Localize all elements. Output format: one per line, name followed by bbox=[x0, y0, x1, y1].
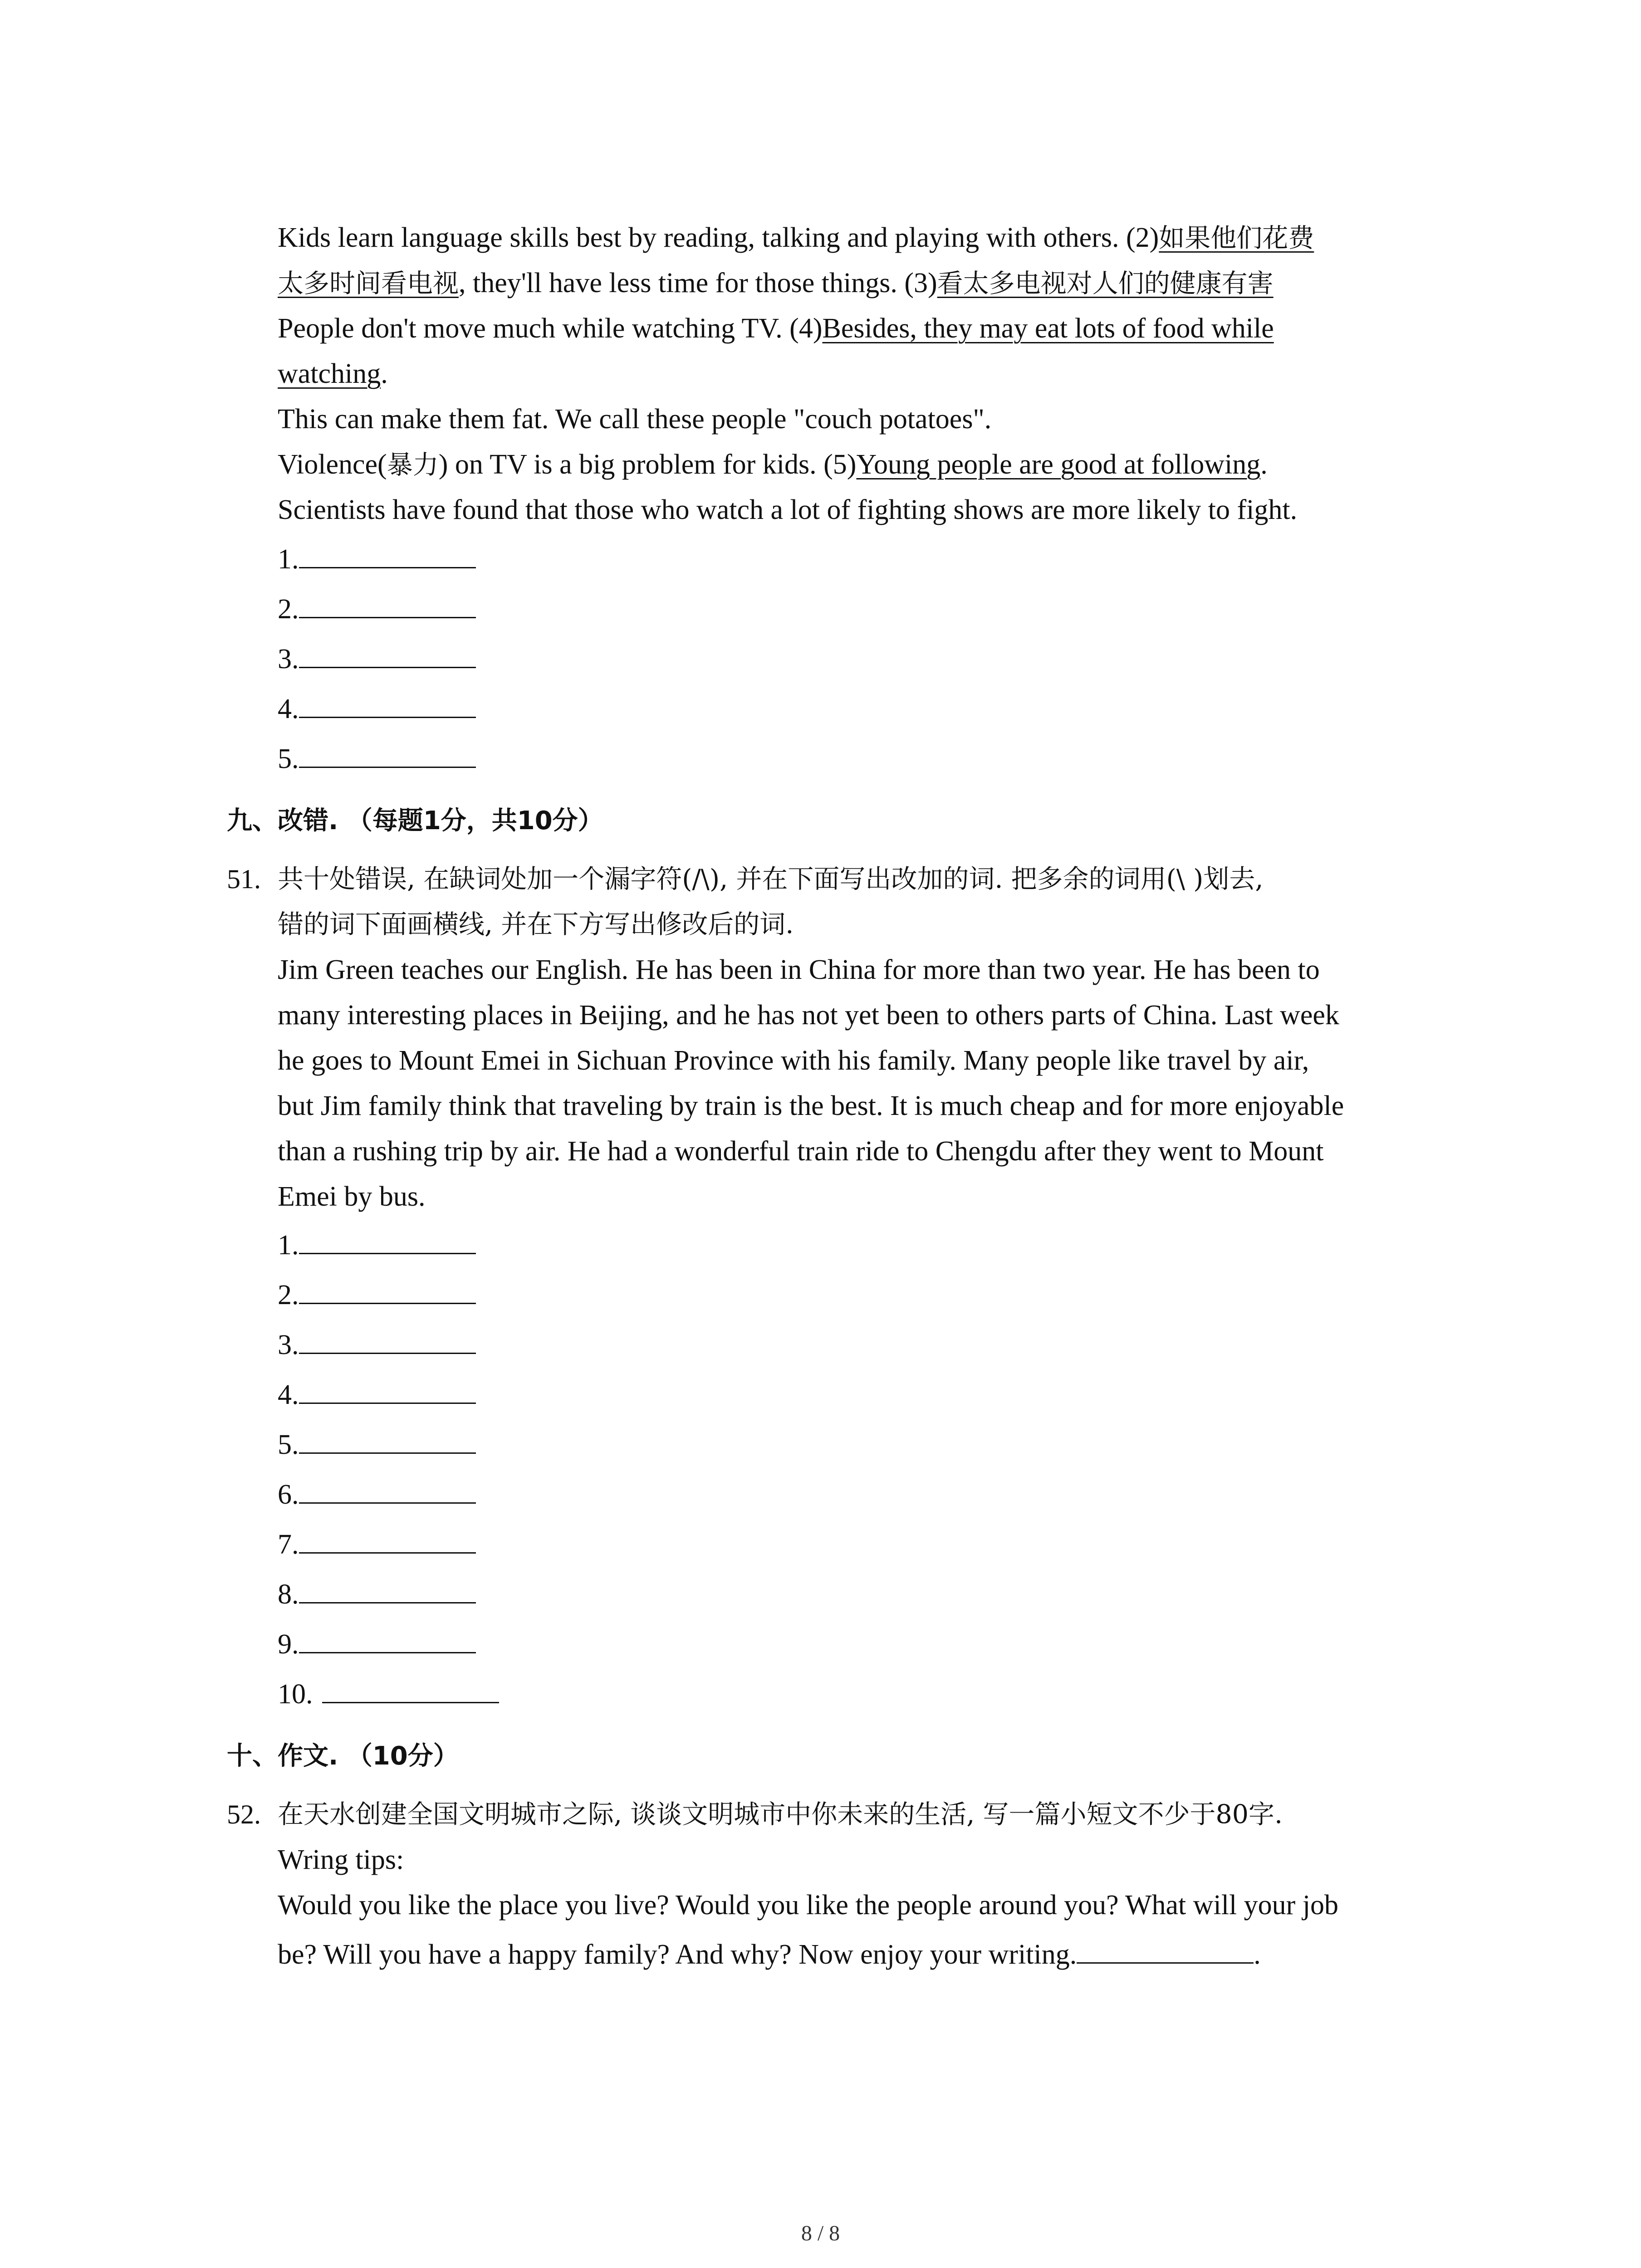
passage-line-1: Kids learn language skills best by reading, talking and playing with others. (2)如果他们花费 bbox=[278, 222, 1314, 253]
answer-blank[interactable] bbox=[322, 1676, 499, 1703]
underlined-phrase-4: Besides, they may eat lots of food while bbox=[822, 313, 1274, 344]
answer-blank[interactable] bbox=[299, 541, 476, 568]
passage-line-7: Scientists have found that those who watch a lot of fighting shows are more likely to fight. bbox=[278, 494, 1298, 525]
answer-blank-row[interactable]: 8. bbox=[278, 1576, 476, 1613]
answer-blank-row[interactable]: 10. bbox=[278, 1676, 499, 1712]
answer-blank-row[interactable]: 5. bbox=[278, 1426, 476, 1463]
writing-tips-line-1: Would you like the place you live? Would you like the people around you? What will your job bbox=[278, 1890, 1339, 1921]
essay-instruction: 在天水创建全国文明城市之际, 谈谈文明城市中你未来的生活, 写一篇小短文不少于80字. bbox=[278, 1799, 1283, 1829]
underlined-phrase-2: 如果他们花费 bbox=[1159, 223, 1314, 253]
underlined-phrase-4-cont: watching bbox=[278, 358, 381, 389]
writing-tips-line-2: be? Will you have a happy family? And why? Now enjoy your writing. . bbox=[278, 1936, 1261, 1973]
answer-blank[interactable] bbox=[299, 1526, 476, 1554]
answer-blank[interactable] bbox=[299, 640, 476, 668]
passage-line-6: Violence(暴力) on TV is a big problem for kids. (5)Young people are good at following. bbox=[278, 449, 1268, 480]
answer-blank-row[interactable]: 2. bbox=[278, 591, 476, 627]
passage-line-2: 太多时间看电视, they'll have less time for those things. (3)看太多电视对人们的健康有害 bbox=[278, 268, 1274, 298]
answer-blank[interactable] bbox=[299, 1326, 476, 1354]
question-number-51: 51. bbox=[227, 864, 261, 894]
answer-blank-row[interactable]: 6. bbox=[278, 1476, 476, 1513]
answer-blank[interactable] bbox=[299, 1426, 476, 1454]
passage-line-4: watching. bbox=[278, 358, 388, 389]
answer-blank[interactable] bbox=[299, 1476, 476, 1504]
section-heading-10: 十、作文. （10分） bbox=[227, 1741, 459, 1771]
answer-blank[interactable] bbox=[299, 1276, 476, 1304]
answer-blank-row[interactable]: 3. bbox=[278, 640, 476, 677]
correction-passage-line-5: than a rushing trip by air. He had a wonderful train ride to Chengdu after they went to Mount bbox=[278, 1136, 1324, 1167]
answer-blank[interactable] bbox=[299, 1576, 476, 1603]
correction-passage-line-2: many interesting places in Beijing, and he has not yet been to others parts of China. Last week bbox=[278, 1000, 1339, 1031]
answer-blank[interactable] bbox=[299, 1227, 476, 1254]
page-number: 8 / 8 bbox=[801, 2221, 840, 2245]
answer-blank-row[interactable]: 5. bbox=[278, 740, 476, 777]
answer-blank-row[interactable]: 3. bbox=[278, 1326, 476, 1363]
passage-line-5: This can make them fat. We call these people "couch potatoes". bbox=[278, 404, 992, 435]
answer-blank[interactable] bbox=[299, 1626, 476, 1653]
correction-passage-line-3: he goes to Mount Emei in Sichuan Province with his family. Many people like travel by air, bbox=[278, 1045, 1309, 1076]
answer-blank[interactable] bbox=[299, 1376, 476, 1404]
answer-blank[interactable] bbox=[299, 690, 476, 718]
underlined-phrase-5: Young people are good at following bbox=[856, 449, 1261, 480]
correction-passage-line-6: Emei by bus. bbox=[278, 1181, 426, 1212]
answer-blank-row[interactable]: 4. bbox=[278, 690, 476, 727]
answer-blank[interactable] bbox=[299, 591, 476, 618]
passage-line-3: People don't move much while watching TV. (4)Besides, they may eat lots of food while bbox=[278, 313, 1274, 344]
section-heading-9: 九、改错. （每题1分，共10分） bbox=[227, 806, 603, 836]
answer-blank-row[interactable]: 4. bbox=[278, 1376, 476, 1413]
instruction-line-2: 错的词下面画横线, 并在下方写出修改后的词. bbox=[278, 909, 794, 939]
correction-passage-line-4: but Jim family think that traveling by train is the best. It is much cheap and for more enjoyable bbox=[278, 1090, 1344, 1121]
answer-blank[interactable] bbox=[299, 740, 476, 768]
instruction-line-1: 共十处错误, 在缺词处加一个漏字符(/\), 并在下面写出改加的词. 把多余的词用(\ )划去, bbox=[278, 864, 1264, 894]
question-number-52: 52. bbox=[227, 1799, 261, 1829]
answer-blank-row[interactable]: 1. bbox=[278, 1227, 476, 1263]
answer-blank-row[interactable]: 7. bbox=[278, 1526, 476, 1563]
correction-passage-line-1: Jim Green teaches our English. He has been in China for more than two year. He has been to bbox=[278, 954, 1320, 985]
writing-tips-label: Wring tips: bbox=[278, 1844, 404, 1875]
answer-blank-row[interactable]: 2. bbox=[278, 1276, 476, 1313]
answer-blank-row[interactable]: 9. bbox=[278, 1626, 476, 1662]
underlined-phrase-3: 看太多电视对人们的健康有害 bbox=[937, 269, 1274, 298]
essay-blank[interactable] bbox=[1077, 1936, 1254, 1964]
underlined-phrase-2-cont: 太多时间看电视 bbox=[278, 269, 459, 298]
answer-blank-row[interactable]: 1. bbox=[278, 541, 476, 577]
